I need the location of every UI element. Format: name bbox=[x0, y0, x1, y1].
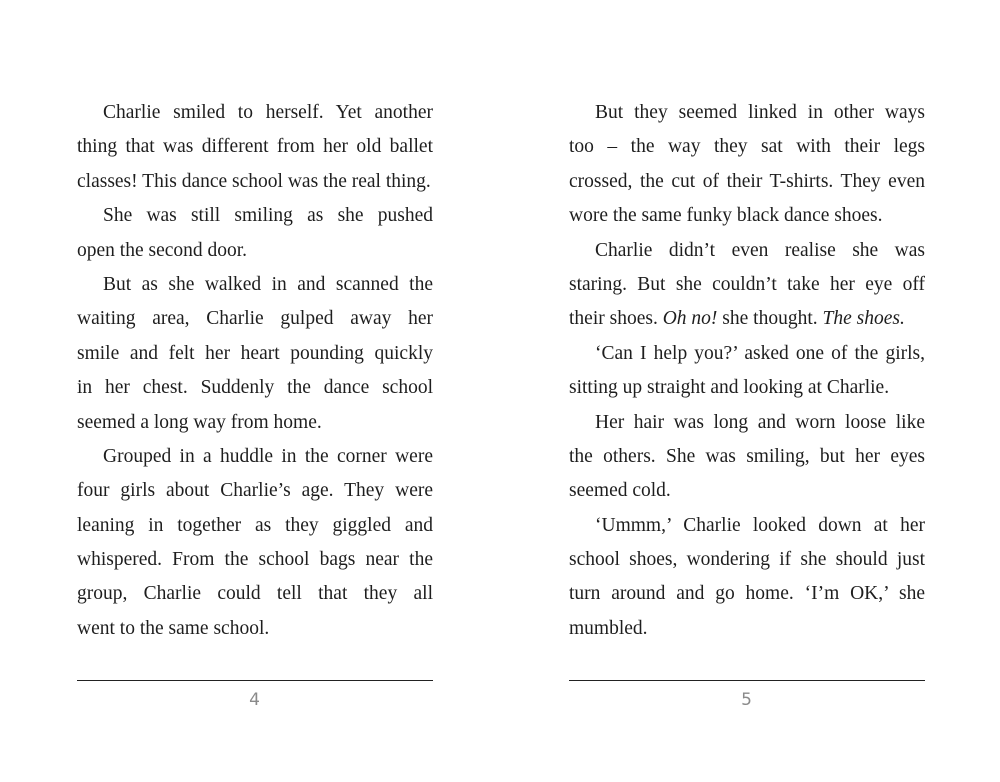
text-line: smile and felt her heart pounding quickly bbox=[77, 342, 433, 364]
text-line: sitting up straight and looking at Charlie. bbox=[569, 377, 890, 399]
text-line: went to the same school. bbox=[77, 617, 270, 639]
text-line: wore the same funky black dance shoes. bbox=[569, 205, 883, 227]
page-number: 5 bbox=[741, 690, 753, 710]
page-number: 4 bbox=[249, 690, 261, 710]
text-line: crossed, the cut of their T-shirts. They even bbox=[569, 170, 925, 192]
text-line: But they seemed linked in other ways bbox=[595, 102, 925, 123]
text-line: Her hair was long and worn loose like bbox=[595, 411, 925, 433]
text-line: mumbled. bbox=[569, 617, 648, 639]
text-line-mixed bbox=[569, 302, 925, 336]
text-line: But as she walked in and scanned the bbox=[103, 273, 433, 295]
text-line: school shoes, wondering if she should just bbox=[569, 549, 925, 571]
text-run: she thought. bbox=[722, 308, 818, 330]
right-page-text bbox=[569, 96, 925, 646]
text-run: their shoes. bbox=[569, 308, 658, 330]
text-line: classes! This dance school was the real thing. bbox=[77, 170, 431, 192]
right-page bbox=[569, 96, 925, 646]
left-page bbox=[77, 96, 433, 646]
text-line: ‘Can I help you?’ asked one of the girls, bbox=[595, 342, 925, 364]
italic-text-run: Oh no! bbox=[662, 308, 718, 330]
text-line: Charlie didn’t even realise she was bbox=[595, 239, 925, 261]
text-line: thing that was different from her old ballet bbox=[77, 136, 433, 158]
text-line: four girls about Charlie’s age. They were bbox=[77, 480, 433, 502]
footer-rule bbox=[77, 680, 433, 681]
left-page-text bbox=[77, 96, 433, 646]
text-line: group, Charlie could tell that they all bbox=[77, 583, 433, 605]
italic-text-run: The shoes. bbox=[822, 308, 905, 330]
text-line: open the second door. bbox=[77, 239, 248, 261]
text-line: seemed cold. bbox=[569, 480, 671, 502]
text-line: whispered. From the school bags near the bbox=[77, 549, 433, 571]
text-line: ‘Ummm,’ Charlie looked down at her bbox=[595, 514, 925, 536]
text-line: leaning in together as they giggled and bbox=[77, 514, 433, 536]
text-line: in her chest. Suddenly the dance school bbox=[77, 377, 433, 399]
text-line: Grouped in a huddle in the corner were bbox=[103, 445, 433, 467]
text-line: Charlie smiled to herself. Yet another bbox=[103, 102, 433, 123]
text-line: too – the way they sat with their legs bbox=[569, 136, 925, 158]
text-line: turn around and go home. ‘I’m OK,’ she bbox=[569, 583, 925, 605]
text-line: seemed a long way from home. bbox=[77, 411, 322, 433]
text-line: the others. She was smiling, but her eyes bbox=[569, 445, 925, 467]
text-line: staring. But she couldn’t take her eye off bbox=[569, 273, 925, 295]
text-line: waiting area, Charlie gulped away her bbox=[77, 308, 433, 330]
footer-rule bbox=[569, 680, 925, 681]
text-line: She was still smiling as she pushed bbox=[103, 205, 433, 227]
